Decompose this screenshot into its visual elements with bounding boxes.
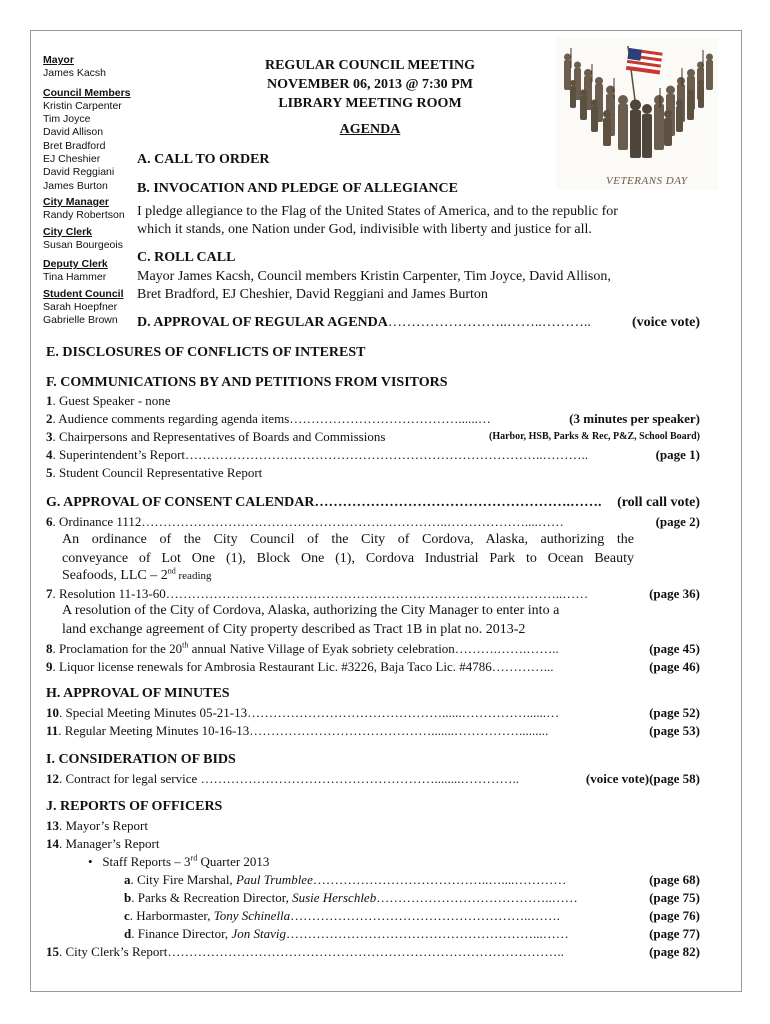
- council-name: David Reggiani: [43, 166, 115, 179]
- vote-type: (voice vote): [631, 315, 700, 330]
- leader-dots: …………………………………..…....…………: [312, 872, 567, 887]
- page-ref: (page 76): [649, 908, 700, 923]
- page-ref: (page 53): [649, 723, 700, 738]
- ordinance-desc-text: Seafoods, LLC – 2: [62, 568, 168, 583]
- item-number: 4: [46, 447, 53, 462]
- resolution-desc-line1: A resolution of the City of Cordova, Alaska, authorizing the City Manager to enter into a: [62, 603, 560, 618]
- roll-call-line1: Mayor James Kacsh, Council members Kristin Carpenter, Tim Joyce, David Allison,: [137, 269, 611, 284]
- deputy-name: Tina Hammer: [43, 271, 107, 284]
- item-text: Manager’s Report: [65, 836, 160, 851]
- ordinal-suffix: rd: [190, 853, 198, 863]
- clerk-role: City Clerk: [43, 225, 93, 238]
- item-text: Audience comments regarding agenda items…………………………………......…: [58, 411, 491, 426]
- item-number: 10: [46, 705, 59, 720]
- item-number: 7: [46, 586, 53, 601]
- report-title: Parks & Recreation Director,: [137, 890, 293, 905]
- staff-reports-quarter: Quarter 2013: [197, 854, 270, 869]
- ordinance-desc-line2: conveyance of Lot One (1), Block One (1), Cordova Industrial Park to Ocean Beauty: [62, 551, 634, 566]
- item-text: Guest Speaker - none: [59, 393, 171, 408]
- reading-label: reading: [175, 570, 212, 582]
- ordinance-desc-line1: An ordinance of the City Council of the City of Cordova, Alaska, authorizing the: [62, 532, 634, 547]
- page-ref: (page 82): [649, 944, 700, 959]
- council-name: Tim Joyce: [43, 113, 91, 126]
- section-d-heading: D. APPROVAL OF REGULAR AGENDA: [137, 315, 388, 330]
- leader-dots: …………………………………………………...……: [285, 926, 569, 941]
- council-name: Kristin Carpenter: [43, 99, 122, 112]
- veterans-day-caption: VETERANS DAY: [606, 175, 688, 187]
- section-j-heading: J. REPORTS OF OFFICERS: [46, 799, 223, 814]
- item-number: 5: [46, 465, 53, 480]
- section-e-heading: E. DISCLOSURES OF CONFLICTS OF INTEREST: [46, 345, 366, 360]
- page-ref: (page 45): [649, 641, 700, 656]
- mayor-role: Mayor: [43, 54, 74, 66]
- report-person: Jon Stavig: [231, 926, 286, 941]
- bullet-icon: •: [88, 854, 103, 869]
- section-f-heading: F. COMMUNICATIONS BY AND PETITIONS FROM VISITORS: [46, 375, 448, 390]
- council-name: David Allison: [43, 126, 104, 139]
- item-number: 8: [46, 641, 53, 656]
- page-ref: (page 75): [649, 890, 700, 905]
- staff-report-item: a. City Fire Marshal, Paul Trumblee…………………………………..…....………… (page 68): [124, 872, 700, 887]
- leader-dots: ………………………………………………..…….: [290, 908, 560, 923]
- section-d-row: [137, 314, 700, 332]
- item-note: (3 minutes per speaker): [569, 411, 700, 426]
- sub-letter: b: [124, 890, 132, 905]
- section-h-heading: H. APPROVAL OF MINUTES: [46, 686, 230, 701]
- section-g-row: [46, 494, 700, 512]
- item-text: City Clerk’s Report………………………………………………………………………………..: [65, 944, 564, 959]
- agenda-item: 12. Contract for legal service ………………………………………………........………….. (voice vote)(page 58): [46, 771, 700, 786]
- council-role: Council Members: [43, 86, 131, 99]
- item-text: Liquor license renewals for Ambrosia Restaurant Lic. #3226, Baja Taco Lic. #4786…………...: [59, 659, 554, 674]
- agenda-item: 11. Regular Meeting Minutes 10-16-13…………………………………….......……………......... (page 53): [46, 723, 700, 738]
- item-number: 12: [46, 771, 59, 786]
- meeting-location: LIBRARY MEETING ROOM: [278, 96, 462, 111]
- agenda-item: 5. Student Council Representative Report: [46, 465, 263, 480]
- mayor-name: James Kacsh: [43, 67, 107, 80]
- section-b-heading: B. INVOCATION AND PLEDGE OF ALLEGIANCE: [137, 181, 458, 196]
- meeting-title: REGULAR COUNCIL MEETING: [264, 58, 476, 73]
- ordinal-suffix: nd: [167, 566, 176, 576]
- item-text: Special Meeting Minutes 05-21-13………………………………………......……………......…: [65, 705, 560, 720]
- ordinal-suffix: th: [182, 640, 189, 650]
- meeting-date: NOVEMBER 06, 2013 @ 7:30 PM: [267, 77, 473, 92]
- staff-report-item: c. Harbormaster, Tony Schinella………………………………………………..……. (page 76): [124, 908, 700, 923]
- item-number: 9: [46, 659, 53, 674]
- staff-report-item: b. Parks & Recreation Director, Susie Herschleb…………………………………..…… (page 75): [124, 890, 700, 905]
- page-ref: (page 52): [649, 705, 700, 720]
- agenda-item: 15. City Clerk’s Report……………………………………………………………………………….. (page 82): [46, 944, 700, 959]
- section-c-heading: C. ROLL CALL: [137, 250, 236, 265]
- page-ref: (page 68): [649, 872, 700, 887]
- soldiers-illustration: [556, 38, 718, 190]
- pledge-text-line2: which it stands, one Nation under God, indivisible with liberty and justice for all.: [137, 222, 592, 237]
- report-title: Harbormaster,: [136, 908, 214, 923]
- agenda-item: 6. Ordinance 1112……………………………………………………………..………………....…… (page 2): [46, 514, 700, 529]
- item-number: 6: [46, 514, 53, 529]
- report-person: Tony Schinella: [213, 908, 291, 923]
- student-name: Gabrielle Brown: [43, 314, 118, 327]
- council-name: EJ Cheshier: [43, 153, 101, 166]
- agenda-item: 8. Proclamation for the 20th annual Native Village of Eyak sobriety celebration……….…….…….. (page 45): [46, 640, 700, 656]
- item-text: Regular Meeting Minutes 10-16-13…………………………………….......…………….........: [64, 723, 549, 738]
- report-person: Paul Trumblee: [235, 872, 313, 887]
- roll-call-line2: Bret Bradford, EJ Cheshier, David Reggiani and James Burton: [137, 287, 488, 302]
- page-ref: (page 36): [649, 586, 700, 601]
- agenda-item: 1. Guest Speaker - none: [46, 393, 171, 408]
- manager-name: Randy Robertson: [43, 209, 125, 222]
- page-ref: (page 77): [649, 926, 700, 941]
- veterans-day-image: [556, 38, 718, 190]
- report-title: City Fire Marshal,: [137, 872, 236, 887]
- deputy-role: Deputy Clerk: [43, 258, 108, 271]
- manager-role: City Manager: [43, 195, 109, 208]
- item-text: Contract for legal service ………………………………………………........…………..: [65, 771, 519, 786]
- sub-letter: c: [124, 908, 130, 923]
- leader-dots: …………………………………..……: [376, 890, 578, 905]
- meeting-header: [220, 56, 520, 113]
- council-name: Bret Bradford: [43, 139, 106, 152]
- page-ref: (page 46): [649, 659, 700, 674]
- page-ref: (page 2): [655, 514, 700, 529]
- agenda-item: 14. Manager’s Report: [46, 836, 160, 851]
- item-number: 3: [46, 429, 53, 444]
- pledge-text-line1: I pledge allegiance to the Flag of the United States of America, and to the republic for: [137, 204, 618, 219]
- item-text: Ordinance 1112……………………………………………………………..………………....……: [59, 514, 564, 529]
- item-number: 11: [46, 723, 59, 738]
- agenda-item: 9. Liquor license renewals for Ambrosia Restaurant Lic. #3226, Baja Taco Lic. #4786…………... (page 46): [46, 659, 700, 674]
- ordinance-desc-line3: [62, 567, 212, 585]
- item-number: 1: [46, 393, 53, 408]
- staff-reports-label: Staff Reports – 3: [102, 854, 191, 869]
- item-text: Mayor’s Report: [65, 818, 148, 833]
- item-number: 2: [46, 411, 53, 426]
- staff-report-item: d. Finance Director, Jon Stavig…………………………………………………...…… (page 77): [124, 926, 700, 941]
- agenda-item: 13. Mayor’s Report: [46, 818, 148, 833]
- clerk-name: Susan Bourgeois: [43, 238, 123, 251]
- agenda-item: 2. Audience comments regarding agenda items…………………………………......… (3 minutes per speaker): [46, 411, 700, 426]
- staff-reports-bullet: [88, 853, 488, 871]
- item-text: Proclamation for the 20: [59, 641, 183, 656]
- resolution-desc-line2: land exchange agreement of City property described as Tract 1B in plat no. 2013-2: [62, 622, 526, 637]
- student-name: Sarah Hoepfner: [43, 301, 118, 314]
- item-note: (Harbor, HSB, Parks & Rec, P&Z, School Board): [487, 428, 700, 446]
- item-text: Superintendent’s Report………………………………………………………………………..………..: [59, 447, 589, 462]
- section-g-heading: G. APPROVAL OF CONSENT CALENDAR……………………………………………….…….: [46, 495, 602, 510]
- section-a-heading: A. CALL TO ORDER: [137, 152, 270, 167]
- item-text: annual Native Village of Eyak sobriety celebration……….…….……..: [188, 641, 559, 656]
- agenda-item: 4. Superintendent’s Report………………………………………………………………………..……….. (page 1): [46, 447, 700, 462]
- vote-type: (roll call vote): [617, 495, 700, 510]
- item-text: Student Council Representative Report: [59, 465, 263, 480]
- page-ref: (voice vote)(page 58): [585, 771, 700, 786]
- item-number: 13: [46, 818, 59, 833]
- item-number: 14: [46, 836, 59, 851]
- sub-letter: d: [124, 926, 132, 941]
- report-title: Finance Director,: [137, 926, 232, 941]
- council-name: James Burton: [43, 179, 108, 192]
- student-role: Student Council: [43, 287, 124, 300]
- item-text: Resolution 11-13-60………………………………………………………………………………..……: [59, 586, 589, 601]
- agenda-item: 3. Chairpersons and Representatives of Boards and Commissions (Harbor, HSB, Parks & Rec, P&Z, School Board): [46, 429, 700, 444]
- page-ref: (page 1): [655, 447, 700, 462]
- agenda-item: 7. Resolution 11-13-60………………………………………………………………………………..…… (page 36): [46, 586, 700, 601]
- sub-letter: a: [124, 872, 131, 887]
- agenda-title: AGENDA: [339, 122, 401, 137]
- item-text: Chairpersons and Representatives of Boards and Commissions: [59, 429, 386, 444]
- officials-sidebar: [43, 52, 138, 328]
- item-number: 15: [46, 944, 59, 959]
- report-person: Susie Herschleb: [292, 890, 377, 905]
- leader-dots: ……………………..……..………..: [387, 315, 591, 330]
- agenda-item: 10. Special Meeting Minutes 05-21-13………………………………………......……………......… (page 52): [46, 705, 700, 720]
- section-i-heading: I. CONSIDERATION OF BIDS: [46, 752, 236, 767]
